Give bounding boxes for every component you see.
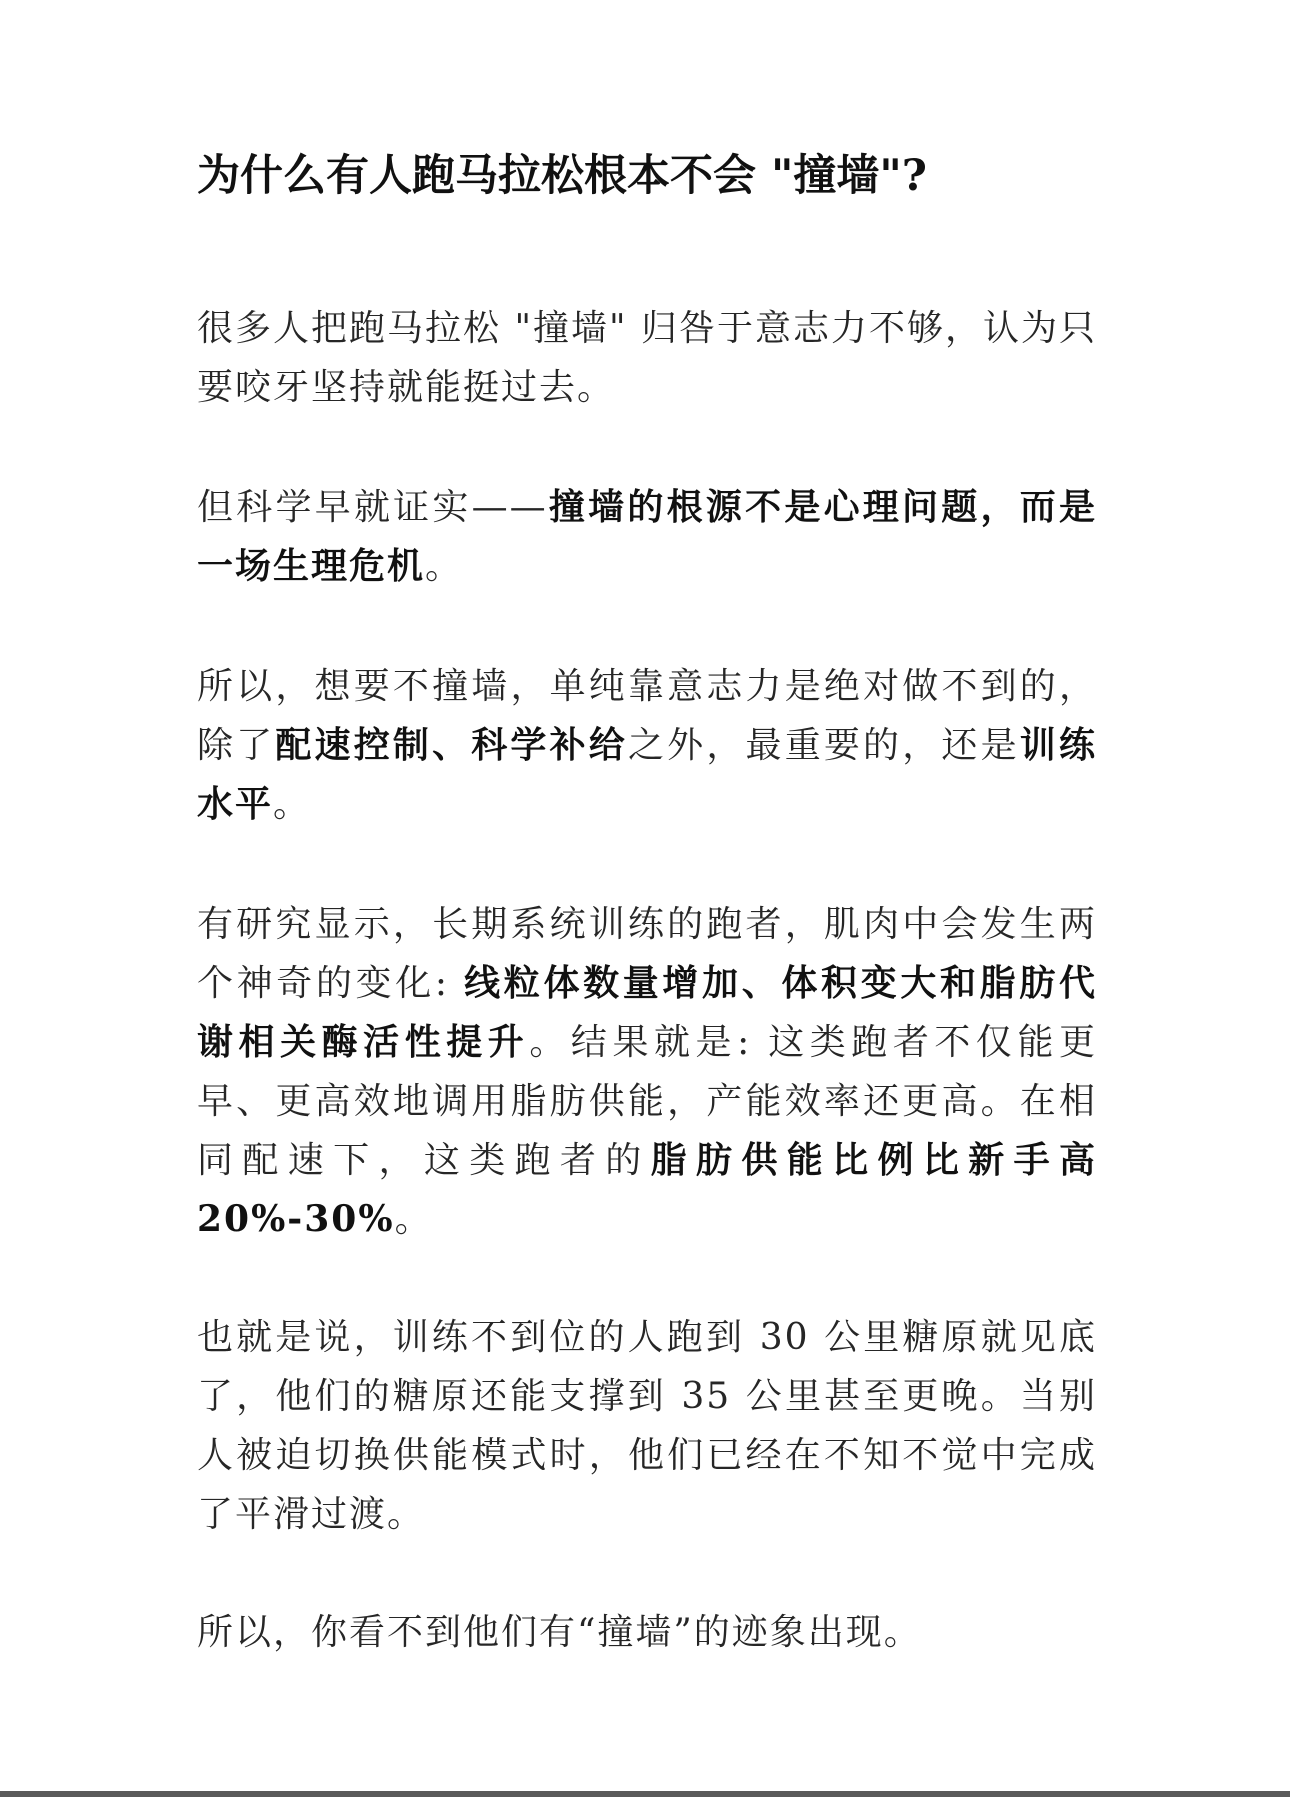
paragraph-text: 。 [273, 784, 312, 825]
paragraph-text: 之外，最重要的，还是 [627, 725, 1020, 766]
paragraph-text: 也就是说，训练不到位的人跑到 30 公里糖原就见底了，他们的糖原还能支撑到 35 公里甚至更晚。当别人被迫切换供能模式时，他们已经在不知不觉中完成了平滑过渡。 [197, 1317, 1097, 1535]
paragraph-text: 。 [425, 546, 464, 587]
paragraph-text: 。结果就是: 这类跑者不仅能更早、更高效地调用脂肪供能，产能效率还更高。在相同配速下，这类跑者的 [197, 1022, 1097, 1181]
paragraph-text: 所以，你看不到他们有“撞墙”的迹象出现。 [197, 1612, 922, 1653]
emphasis-text: 脂肪供能比例比新手高 20%-30% [197, 1139, 1097, 1240]
paragraph-3 [197, 657, 1097, 834]
emphasis-text: 线粒体数量增加、体积变大和脂肪代谢相关酶活性提升 [197, 962, 1097, 1063]
bottom-divider [0, 1791, 1290, 1797]
emphasis-text: 配速控制、科学补给 [275, 724, 628, 766]
paragraph-text: 所以，想要不撞墙，单纯靠意志力是绝对做不到的，除了 [197, 666, 1097, 766]
emphasis-text: 训练水平 [197, 724, 1097, 825]
paragraph-1 [197, 299, 1097, 417]
paragraph-5 [197, 1308, 1097, 1544]
paragraph-6 [197, 1603, 1097, 1662]
article [197, 132, 1097, 1662]
paragraph-text: 但科学早就证实—— [197, 487, 548, 528]
emphasis-text: 撞墙的根源不是心理问题，而是一场生理危机 [197, 486, 1097, 587]
paragraph-text: 有研究显示，长期系统训练的跑者，肌肉中会发生两个神奇的变化: [197, 904, 1097, 1004]
paragraph-text: 很多人把跑马拉松 "撞墙" 归咎于意志力不够，认为只要咬牙坚持就能挺过去。 [197, 308, 1098, 408]
paragraph-2 [197, 478, 1097, 596]
paragraph-4 [197, 895, 1097, 1249]
paragraph-text: 。 [394, 1199, 433, 1240]
article-title: 为什么有人跑马拉松根本不会 "撞墙"? [197, 151, 927, 201]
